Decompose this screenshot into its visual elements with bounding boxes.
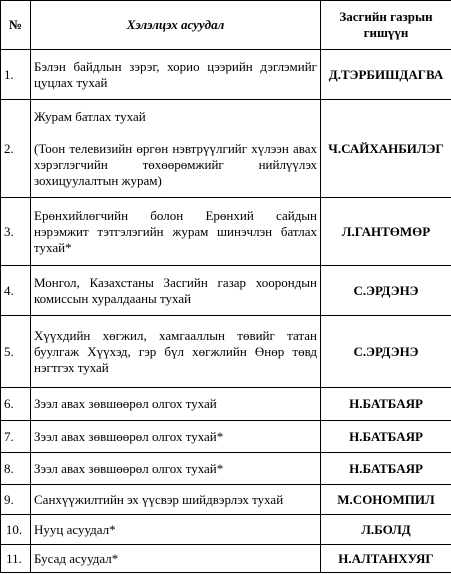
header-num: № xyxy=(1,1,31,50)
table-row xyxy=(1,388,451,421)
row-minister: Д.ТЭРБИШДАГВА xyxy=(321,50,451,100)
row-number: 1. xyxy=(1,50,31,100)
row-minister: Ч.САЙХАНБИЛЭГ xyxy=(321,100,451,198)
row-topic: Бусад асуудал* xyxy=(31,545,321,573)
row-number: 4. xyxy=(1,266,31,316)
row-topic: Зээл авах зөвшөөрөл олгох тухай* xyxy=(31,421,321,453)
row-number: 8. xyxy=(1,453,31,485)
header-topic: Хэлэлцэх асуудал xyxy=(31,1,321,50)
row-number: 11. xyxy=(1,545,31,573)
row-minister: Н.БАТБАЯР xyxy=(321,421,451,453)
row-number: 10. xyxy=(1,515,31,545)
row-topic: Санхүүжилтийн эх үүсвэр шийдвэрлэх тухай xyxy=(31,485,321,515)
header-row xyxy=(1,1,451,50)
table-row xyxy=(1,545,451,573)
table-row xyxy=(1,50,451,100)
table-row xyxy=(1,421,451,453)
row-number: 9. xyxy=(1,485,31,515)
table-row xyxy=(1,453,451,485)
row-topic: Бэлэн байдлын зэрэг, хорио цээрийн дэглэмийг цуцлах тухай xyxy=(31,50,321,100)
row-number: 7. xyxy=(1,421,31,453)
row-number: 3. xyxy=(1,198,31,266)
row-minister: Л.ГАНТӨМӨР xyxy=(321,198,451,266)
row-minister: С.ЭРДЭНЭ xyxy=(321,266,451,316)
row-minister: Н.БАТБАЯР xyxy=(321,388,451,421)
table-row xyxy=(1,198,451,266)
table-row xyxy=(1,485,451,515)
row-number: 2. xyxy=(1,100,31,198)
row-topic-note: (Тоон телевизийн өргөн нэвтрүүлгийг хүлээн авах хэрэглэгчийн төхөөрөмжийг нийлүүлэх зохицуулалтын журам) xyxy=(34,140,317,188)
row-minister: С.ЭРДЭНЭ xyxy=(321,316,451,388)
row-topic: Зээл авах зөвшөөрөл олгох тухай* xyxy=(31,453,321,485)
header-minister: Засгийн газрын гишүүн xyxy=(321,1,451,50)
row-topic: Монгол, Казахстаны Засгийн газар хоорондын комиссын хуралдааны тухай xyxy=(31,266,321,316)
table-row xyxy=(1,515,451,545)
row-minister: Н.АЛТАНХУЯГ xyxy=(321,545,451,573)
row-topic xyxy=(31,100,321,198)
row-minister: М.СОНОМПИЛ xyxy=(321,485,451,515)
row-topic: Нууц асуудал* xyxy=(31,515,321,545)
row-topic: Ерөнхийлөгчийн болон Ерөнхий сайдын нэрэмжит тэтгэлэгийн журам шинэчлэн батлах тухай* xyxy=(31,198,321,266)
table-row xyxy=(1,316,451,388)
table-row xyxy=(1,266,451,316)
row-topic: Хүүхдийн хөгжил, хамгааллын төвийг татан буулгаж Хүүхэд, гэр бүл хөгжлийн Өнөр төвд нэгтгэх тухай xyxy=(31,316,321,388)
topic-spacer xyxy=(34,125,317,141)
row-topic: Зээл авах зөвшөөрөл олгох тухай xyxy=(31,388,321,421)
row-topic-main: Журам батлах тухай xyxy=(34,108,146,124)
row-minister: Н.БАТБАЯР xyxy=(321,453,451,485)
row-number: 5. xyxy=(1,316,31,388)
row-minister: Л.БОЛД xyxy=(321,515,451,545)
table-row xyxy=(1,100,451,198)
row-number: 6. xyxy=(1,388,31,421)
